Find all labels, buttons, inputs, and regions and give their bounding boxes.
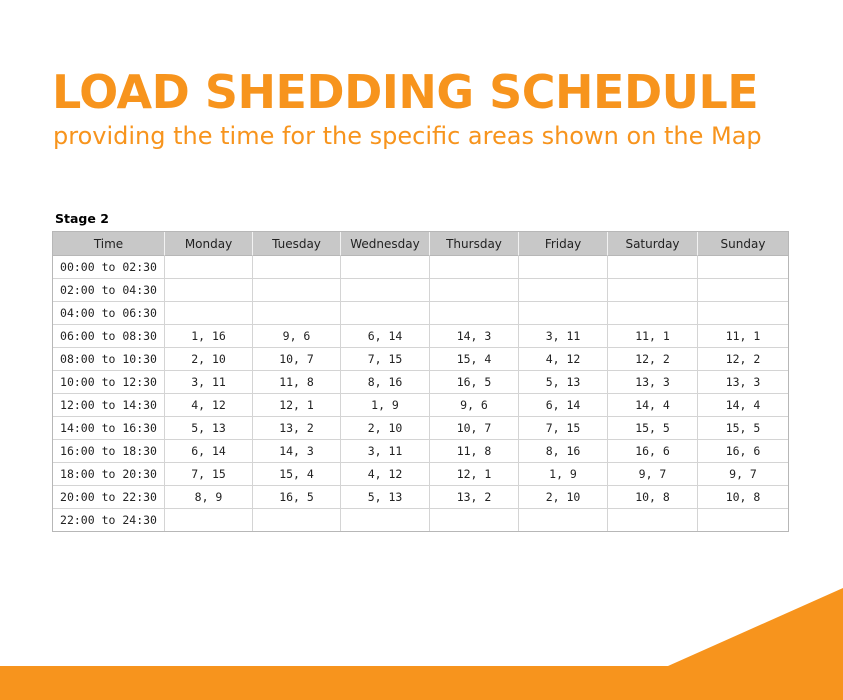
- schedule-cell: 7, 15: [165, 463, 253, 486]
- schedule-cell: 16, 6: [698, 440, 788, 463]
- schedule-cell: 3, 11: [341, 440, 430, 463]
- column-header-saturday: Saturday: [608, 232, 698, 256]
- schedule-cell: [519, 279, 608, 302]
- column-header-tuesday: Tuesday: [253, 232, 341, 256]
- time-cell: 06:00 to 08:30: [53, 325, 165, 348]
- time-cell: 12:00 to 14:30: [53, 394, 165, 417]
- schedule-cell: [608, 509, 698, 531]
- schedule-cell: [519, 302, 608, 325]
- schedule-cell: [253, 256, 341, 279]
- schedule-table: [52, 231, 789, 532]
- schedule-cell: [698, 509, 788, 531]
- schedule-cell: [608, 302, 698, 325]
- stage-label: Stage 2: [55, 211, 109, 226]
- schedule-cell: [165, 256, 253, 279]
- schedule-cell: [341, 256, 430, 279]
- schedule-cell: 16, 5: [253, 486, 341, 509]
- schedule-cell: [698, 302, 788, 325]
- schedule-cell: 2, 10: [519, 486, 608, 509]
- schedule-cell: [430, 256, 519, 279]
- schedule-cell: [430, 509, 519, 531]
- schedule-cell: 10, 8: [608, 486, 698, 509]
- time-cell: 18:00 to 20:30: [53, 463, 165, 486]
- schedule-cell: [519, 256, 608, 279]
- schedule-cell: 8, 16: [519, 440, 608, 463]
- schedule-cell: 10, 7: [430, 417, 519, 440]
- schedule-cell: 15, 4: [430, 348, 519, 371]
- schedule-cell: [341, 279, 430, 302]
- schedule-cell: [698, 256, 788, 279]
- schedule-cell: 12, 2: [608, 348, 698, 371]
- table-row: [53, 440, 788, 463]
- column-header-wednesday: Wednesday: [341, 232, 430, 256]
- schedule-cell: 7, 15: [341, 348, 430, 371]
- page-title: LOAD SHEDDING SCHEDULE: [52, 65, 759, 119]
- schedule-cell: 1, 9: [519, 463, 608, 486]
- schedule-cell: [253, 279, 341, 302]
- table-row: [53, 256, 788, 279]
- schedule-cell: 12, 1: [430, 463, 519, 486]
- schedule-cell: 9, 7: [608, 463, 698, 486]
- schedule-cell: 8, 16: [341, 371, 430, 394]
- schedule-cell: 1, 9: [341, 394, 430, 417]
- schedule-cell: 9, 6: [253, 325, 341, 348]
- schedule-cell: [519, 509, 608, 531]
- schedule-cell: 14, 3: [253, 440, 341, 463]
- schedule-cell: [165, 302, 253, 325]
- schedule-cell: 11, 8: [253, 371, 341, 394]
- schedule-cell: 5, 13: [519, 371, 608, 394]
- schedule-cell: 5, 13: [165, 417, 253, 440]
- table-row: [53, 325, 788, 348]
- schedule-cell: 9, 6: [430, 394, 519, 417]
- schedule-cell: 14, 4: [698, 394, 788, 417]
- schedule-cell: 13, 2: [253, 417, 341, 440]
- schedule-cell: 6, 14: [165, 440, 253, 463]
- schedule-cell: [341, 302, 430, 325]
- footer-bar: [0, 666, 843, 700]
- time-cell: 22:00 to 24:30: [53, 509, 165, 531]
- schedule-cell: 4, 12: [341, 463, 430, 486]
- schedule-cell: 13, 3: [608, 371, 698, 394]
- time-cell: 20:00 to 22:30: [53, 486, 165, 509]
- schedule-cell: [608, 256, 698, 279]
- schedule-cell: 3, 11: [165, 371, 253, 394]
- schedule-cell: 6, 14: [519, 394, 608, 417]
- schedule-cell: 6, 14: [341, 325, 430, 348]
- schedule-cell: 2, 10: [165, 348, 253, 371]
- table-row: [53, 371, 788, 394]
- schedule-cell: 15, 5: [608, 417, 698, 440]
- schedule-cell: [253, 302, 341, 325]
- schedule-cell: 4, 12: [519, 348, 608, 371]
- schedule-cell: 4, 12: [165, 394, 253, 417]
- schedule-cell: 2, 10: [341, 417, 430, 440]
- schedule-cell: [165, 279, 253, 302]
- time-cell: 08:00 to 10:30: [53, 348, 165, 371]
- schedule-cell: 11, 8: [430, 440, 519, 463]
- column-header-friday: Friday: [519, 232, 608, 256]
- table-row: [53, 486, 788, 509]
- time-cell: 16:00 to 18:30: [53, 440, 165, 463]
- column-header-thursday: Thursday: [430, 232, 519, 256]
- column-header-monday: Monday: [165, 232, 253, 256]
- schedule-cell: 7, 15: [519, 417, 608, 440]
- table-row: [53, 302, 788, 325]
- schedule-cell: 11, 1: [608, 325, 698, 348]
- schedule-cell: 13, 2: [430, 486, 519, 509]
- schedule-cell: 14, 3: [430, 325, 519, 348]
- schedule-cell: [698, 279, 788, 302]
- time-cell: 14:00 to 16:30: [53, 417, 165, 440]
- schedule-cell: 9, 7: [698, 463, 788, 486]
- table-header-row: [53, 232, 788, 256]
- table-row: [53, 509, 788, 531]
- schedule-cell: 10, 7: [253, 348, 341, 371]
- schedule-cell: 16, 5: [430, 371, 519, 394]
- schedule-cell: [341, 509, 430, 531]
- schedule-cell: 14, 4: [608, 394, 698, 417]
- schedule-cell: 8, 9: [165, 486, 253, 509]
- schedule-cell: 10, 8: [698, 486, 788, 509]
- time-cell: 02:00 to 04:30: [53, 279, 165, 302]
- schedule-cell: 11, 1: [698, 325, 788, 348]
- column-header-time: Time: [53, 232, 165, 256]
- time-cell: 00:00 to 02:30: [53, 256, 165, 279]
- schedule-cell: [165, 509, 253, 531]
- table-row: [53, 279, 788, 302]
- column-header-sunday: Sunday: [698, 232, 788, 256]
- schedule-cell: [253, 509, 341, 531]
- schedule-cell: [608, 279, 698, 302]
- table-row: [53, 394, 788, 417]
- schedule-cell: 15, 4: [253, 463, 341, 486]
- schedule-cell: 3, 11: [519, 325, 608, 348]
- time-cell: 10:00 to 12:30: [53, 371, 165, 394]
- schedule-cell: 13, 3: [698, 371, 788, 394]
- schedule-cell: 5, 13: [341, 486, 430, 509]
- schedule-cell: [430, 302, 519, 325]
- table-row: [53, 348, 788, 371]
- schedule-cell: 12, 1: [253, 394, 341, 417]
- table-row: [53, 463, 788, 486]
- schedule-cell: 15, 5: [698, 417, 788, 440]
- schedule-cell: [430, 279, 519, 302]
- schedule-cell: 12, 2: [698, 348, 788, 371]
- schedule-cell: 16, 6: [608, 440, 698, 463]
- schedule-cell: 1, 16: [165, 325, 253, 348]
- time-cell: 04:00 to 06:30: [53, 302, 165, 325]
- table-row: [53, 417, 788, 440]
- page-subtitle: providing the time for the specific areas shown on the Map: [53, 122, 762, 150]
